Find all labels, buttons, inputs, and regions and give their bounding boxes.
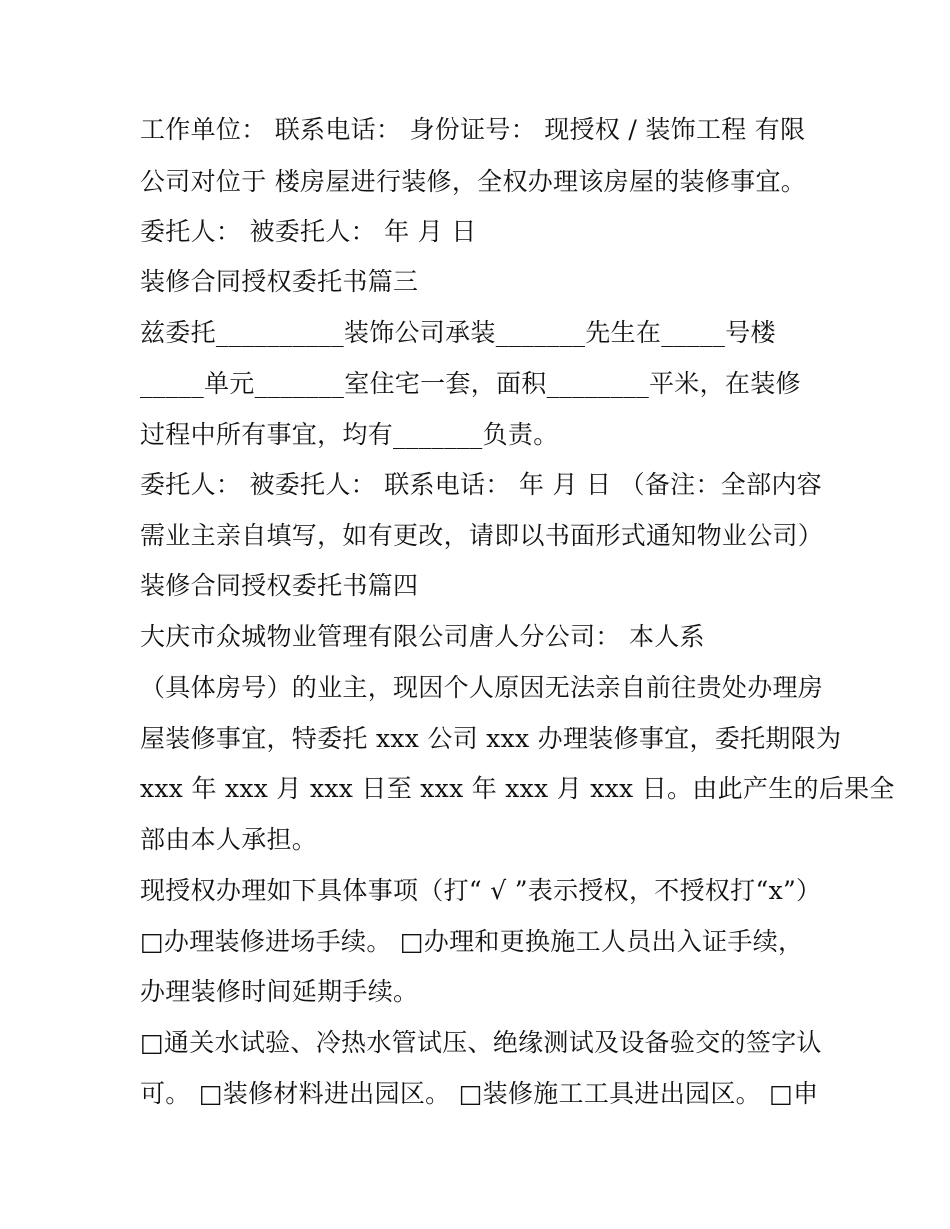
text-line: xxx 年 xxx 月 xxx 日至 xxx 年 xxx 月 xxx 日。由此产生的后果全 — [140, 774, 895, 803]
text-line: 委托人： 被委托人： 年 月 日 — [140, 217, 477, 246]
checkbox-line: 可。 □装修材料进出园区。 □装修施工工具进出园区。 □申 — [140, 1079, 819, 1108]
text-line: 需业主亲自填写，如有更改，请即以书面形式通知物业公司） — [140, 521, 824, 550]
section-heading: 装修合同授权委托书篇三 — [140, 267, 419, 296]
text-line: 大庆市众城物业管理有限公司唐人分公司： 本人系 — [140, 622, 705, 651]
checkbox-line: □办理装修进场手续。 □办理和更换施工人员出入证手续， — [140, 927, 804, 956]
text-line: 部由本人承担。 — [140, 825, 318, 854]
text-line: 办理装修时间延期手续。 — [140, 977, 419, 1006]
text-line: 屋装修事宜，特委托 xxx 公司 xxx 办理装修事宜，委托期限为 — [140, 724, 842, 753]
checkbox-line: □通关水试验、冷热水管试压、绝缘测试及设备验交的签字认 — [140, 1028, 822, 1057]
text-line: 委托人： 被委托人： 联系电话： 年 月 日 （备注：全部内容 — [140, 470, 822, 499]
section-heading: 装修合同授权委托书篇四 — [140, 571, 419, 600]
text-line: 过程中所有事宜，均有_______负责。 — [140, 420, 559, 449]
text-line: （具体房号）的业主，现因个人原因无法亲自前往贵处办理房 — [140, 673, 824, 702]
text-line: 公司对位于 楼房屋进行装修，全权办理该房屋的装修事宜。 — [140, 167, 807, 196]
text-line: 工作单位： 联系电话： 身份证号： 现授权 / 装饰工程 有限 — [140, 115, 806, 144]
text-line: 现授权办理如下具体事项（打“ √ ”表示授权，不授权打“x”） — [140, 876, 822, 905]
text-line: _____单元_______室住宅一套，面积________平米，在装修 — [140, 369, 801, 398]
text-line: 兹委托__________装饰公司承装_______先生在_____号楼 — [140, 318, 776, 347]
